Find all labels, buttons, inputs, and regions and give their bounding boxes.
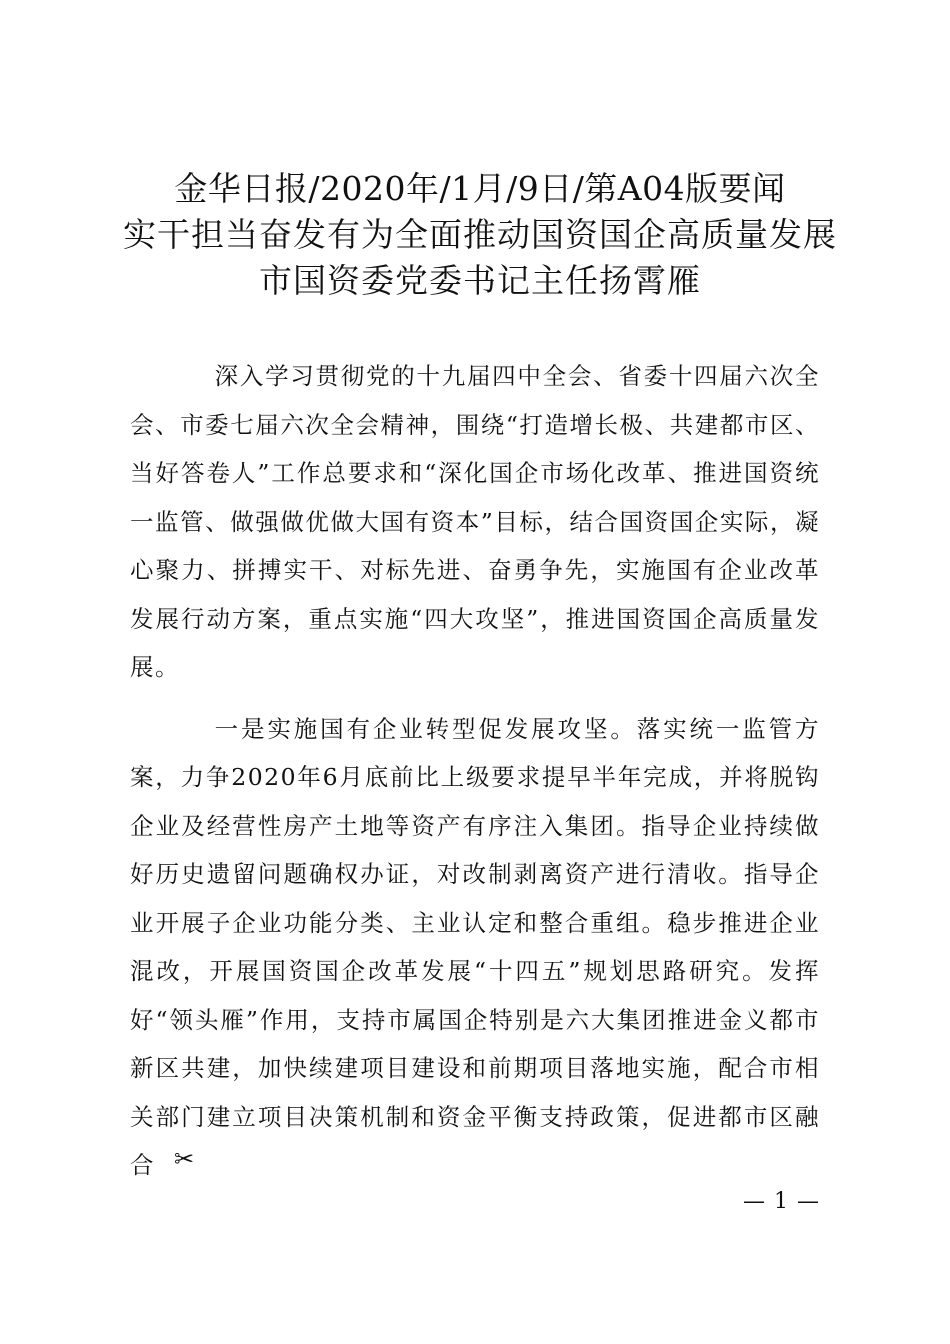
author-line: 市国资委党委书记主任扬霄雁 (259, 261, 701, 300)
article-body (130, 352, 820, 1203)
paragraph-first-point: 一是实施国有企业转型促发展攻坚。落实统一监管方案，力争2020年6月底前比上级要求提早半年完成，并将脱钩企业及经营性房产土地等资产有序注入集团。指导企业持续做好历史遗留问题确权办证，对改制剥离资产进行清收。指导企业开展子企业功能分类、主业认定和整合重组。稳步推进企业混改，开展国资国企改革发展“十四五”规划思路研究。发挥好“领头雁”作用，支持市属国企特别是六大集团推进金义都市新区共建，加快续建项目建设和前期项目落地实施，配合市相关部门建立项目决策机制和资金平衡支持政策，促进都市区融合 (130, 714, 820, 1179)
source-line: 金华日报/2020年/1月/9日/第A04版要闻 (174, 169, 786, 208)
page-number: — 1 — (743, 1189, 820, 1214)
title-block (110, 166, 850, 304)
headline: 实干担当奋发有为全面推动国资国企高质量发展 (123, 215, 837, 254)
paragraph-intro: 深入学习贯彻党的十九届四中全会、省委十四届六次全会、市委七届六次全会精神，围绕“打造增长极、共建都市区、当好答卷人”工作总要求和“深化国企市场化改革、推进国资统一监管、做强做优做大国有资本”目标，结合国资国企实际，凝心聚力、拼搏实干、对标先进、奋勇争先，实施国有企业改革发展行动方案，重点实施“四大攻坚”，推进国资国企高质量发展。 (130, 362, 820, 681)
scissors-icon: ✂ (174, 1145, 195, 1173)
